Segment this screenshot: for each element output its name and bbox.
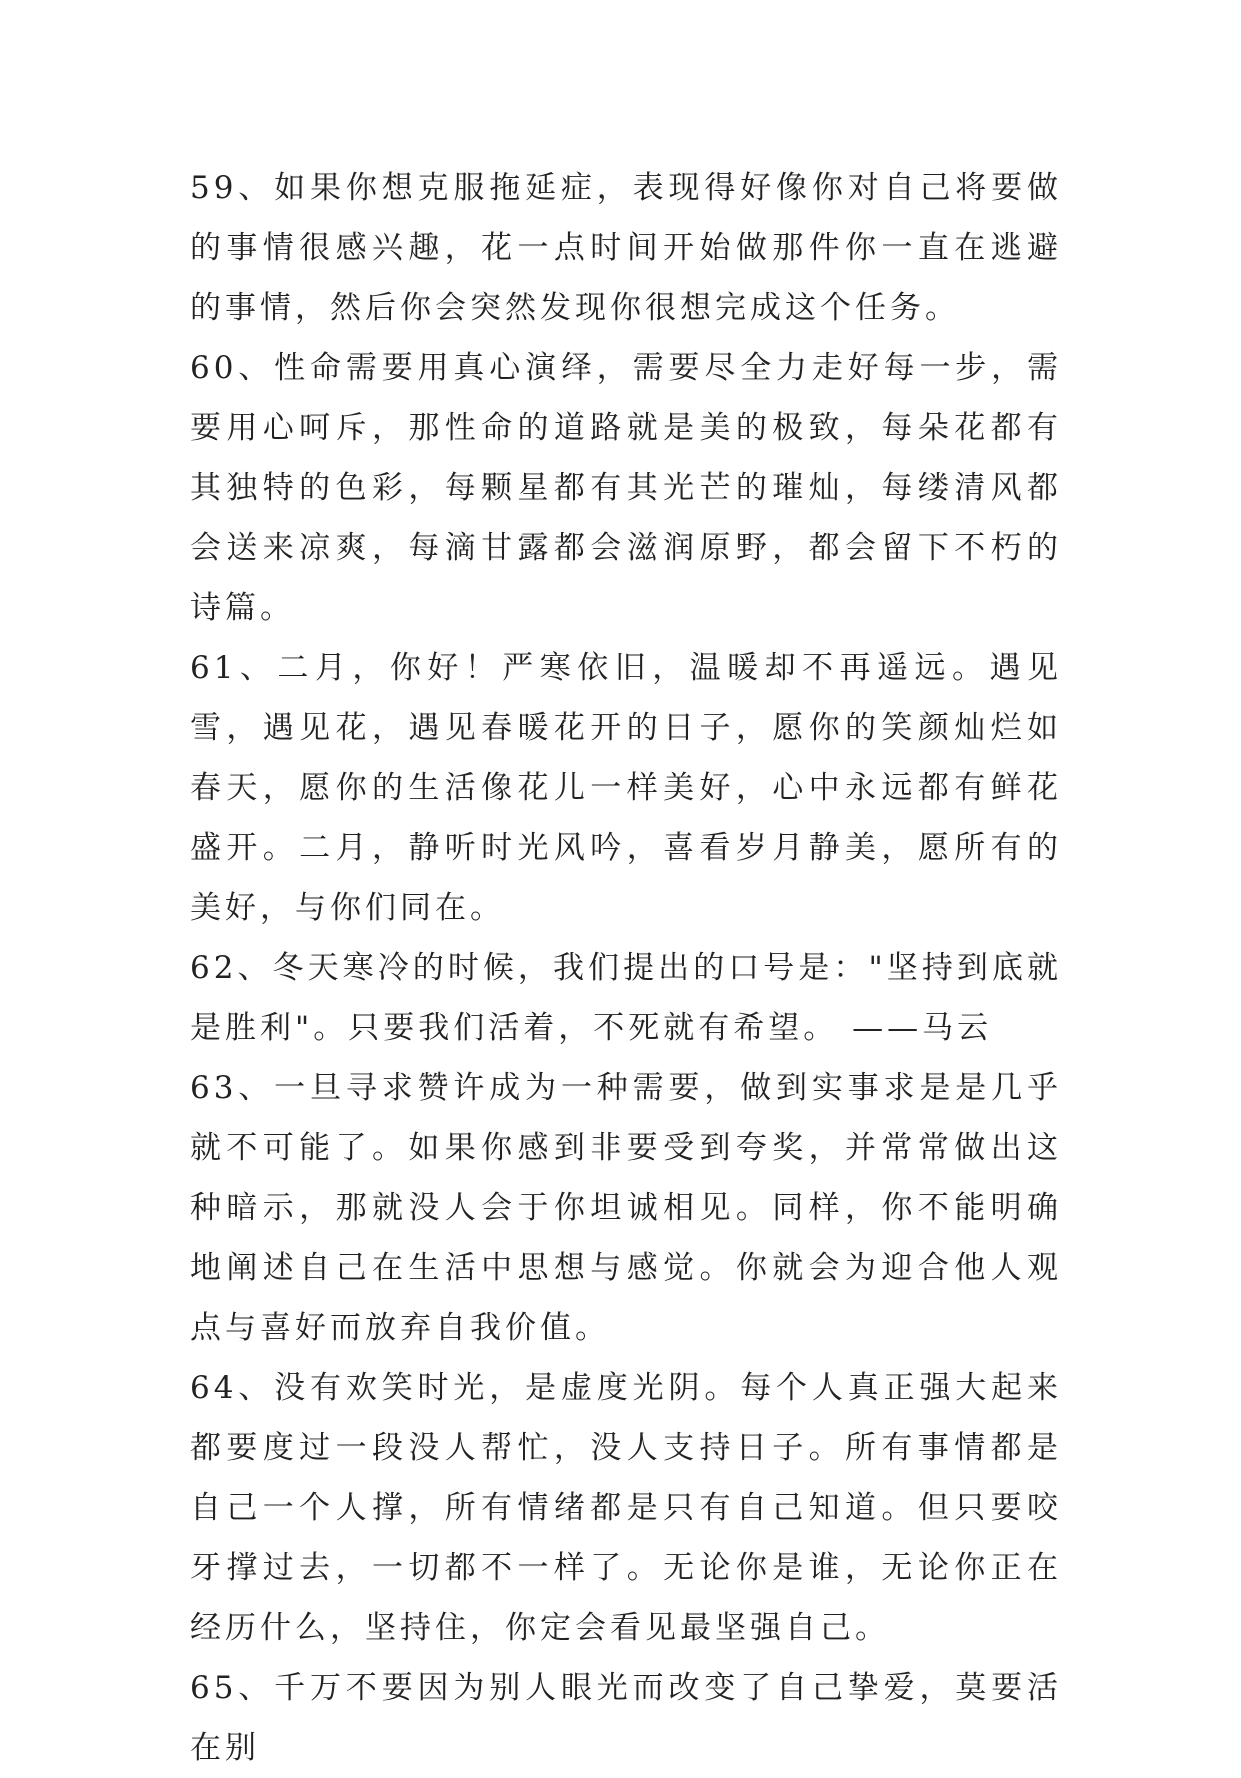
paragraph-65: 65、千万不要因为别人眼光而改变了自己挚爱，莫要活在别 bbox=[190, 1670, 1062, 1766]
paragraph-61: 61、二月，你好！严寒依旧，温暖却不再遥远。遇见雪，遇见花，遇见春暖花开的日子，愿你的笑颜灿烂如春天，愿你的生活像花儿一样美好，心中永远都有鲜花盛开。二月，静听时光风吟，喜看岁月静美，愿所有的美好，与你们同在。 bbox=[190, 650, 1062, 926]
document-body bbox=[190, 158, 1062, 1778]
paragraph-62: 62、冬天寒冷的时候，我们提出的口号是："坚持到底就是胜利"。只要我们活着，不死就有希望。 ——马云 bbox=[190, 950, 1062, 1046]
paragraph-60: 60、性命需要用真心演绎，需要尽全力走好每一步，需要用心呵斥，那性命的道路就是美的极致，每朵花都有其独特的色彩，每颗星都有其光芒的璀灿，每缕清风都会送来凉爽，每滴甘露都会滋润原野，都会留下不朽的诗篇。 bbox=[190, 350, 1062, 626]
paragraph-64: 64、没有欢笑时光，是虚度光阴。每个人真正强大起来都要度过一段没人帮忙，没人支持日子。所有事情都是自己一个人撑，所有情绪都是只有自己知道。但只要咬牙撑过去，一切都不一样了。无论你是谁，无论你正在经历什么，坚持住，你定会看见最坚强自己。 bbox=[190, 1370, 1062, 1646]
paragraph-59: 59、如果你想克服拖延症，表现得好像你对自己将要做的事情很感兴趣，花一点时间开始做那件你一直在逃避的事情，然后你会突然发现你很想完成这个任务。 bbox=[190, 170, 1062, 326]
paragraph-63: 63、一旦寻求赞许成为一种需要，做到实事求是是几乎就不可能了。如果你感到非要受到夸奖，并常常做出这种暗示，那就没人会于你坦诚相见。同样，你不能明确地阐述自己在生活中思想与感觉。你就会为迎合他人观点与喜好而放弃自我价值。 bbox=[190, 1070, 1062, 1346]
